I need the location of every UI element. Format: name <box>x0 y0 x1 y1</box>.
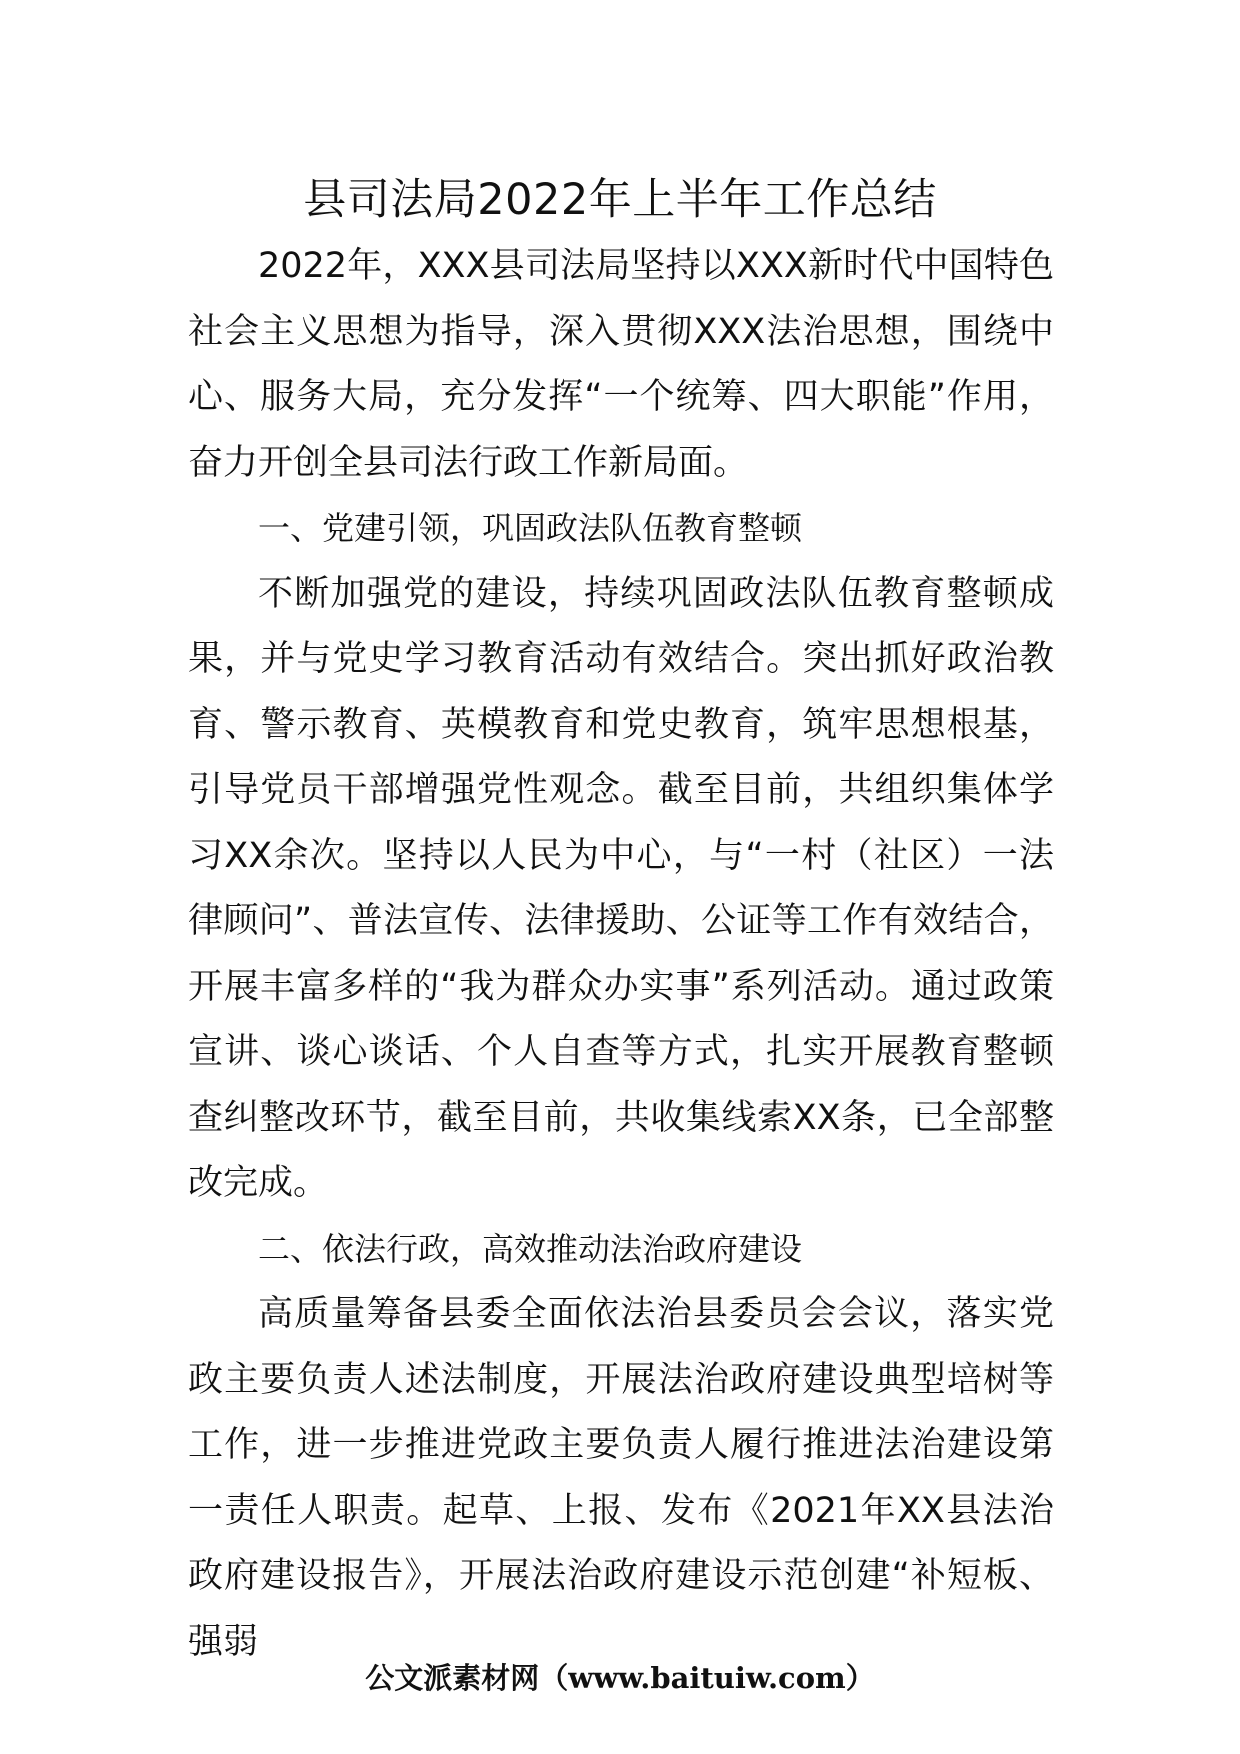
intro-paragraph: 2022年，XXX县司法局坚持以XXX新时代中国特色社会主义思想为指导，深入贯彻XXX法治思想，围绕中心、服务大局，充分发挥“一个统筹、四大职能”作用，奋力开创全县司法行政工作新局面。 <box>188 246 1054 483</box>
section-1-paragraph: 不断加强党的建设，持续巩固政法队伍教育整顿成果，并与党史学习教育活动有效结合。突出抓好政治教育、警示教育、英模教育和党史教育，筑牢思想根基，引导党员干部增强党性观念。截至目前，共组织集体学习XX余次。坚持以人民为中心，与“一村（社区）一法律顾问”、普法宣传、法律援助、公证等工作有效结合，开展丰富多样的“我为群众办实事”系列活动。通过政策宣讲、谈心谈话、个人自查等方式，扎实开展教育整顿查纠整改环节，截至目前，共收集线索XX条，已全部整改完成。 <box>188 573 1054 1203</box>
footer-watermark: 公文派素材网（www.baituiw.com） <box>365 1661 875 1695</box>
section-2-paragraph: 高质量筹备县委全面依法治县委员会会议，落实党政主要负责人述法制度，开展法治政府建设典型培树等工作，进一步推进党政主要负责人履行推进法治建设第一责任人职责。起草、上报、发布《2021年XX县法治政府建设报告》，开展法治政府建设示范创建“补短板、强弱 <box>188 1294 1054 1662</box>
document-body <box>188 234 1054 1675</box>
section-2-heading: 二、依法行政，高效推动法治政府建设 <box>258 1229 803 1268</box>
document-title: 县司法局2022年上半年工作总结 <box>303 175 937 225</box>
section-1-heading: 一、党建引领，巩固政法队伍教育整顿 <box>258 509 803 547</box>
